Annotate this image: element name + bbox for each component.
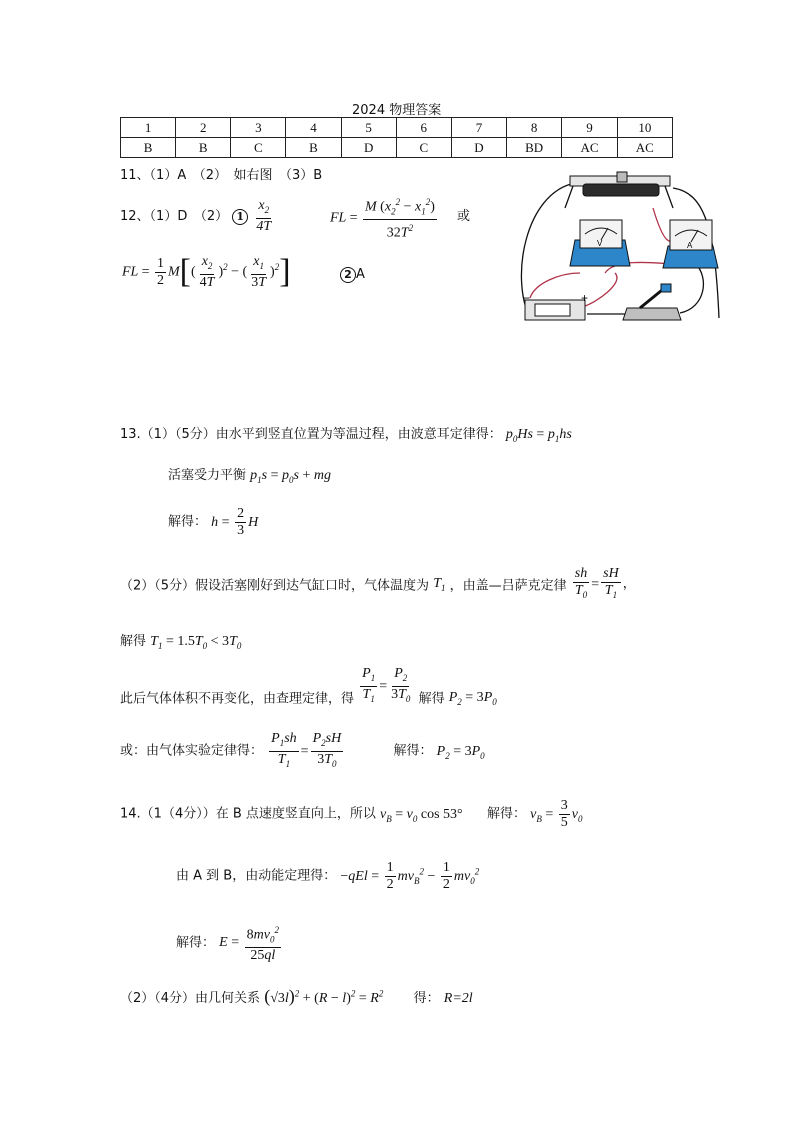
circled-number-2: 2 bbox=[340, 267, 356, 283]
q13-text-7a: 或：由气体实验定律得： bbox=[120, 743, 264, 759]
q14-text-4a: （2）（4分）由几何关系 bbox=[120, 991, 261, 1006]
q13-line6 bbox=[120, 666, 497, 707]
table-cell: 9 bbox=[562, 118, 617, 138]
formula-fraction: $\frac{1}{2}$ bbox=[157, 255, 164, 288]
formula-fraction: $\frac{1}{2}$ bbox=[386, 860, 394, 892]
q13-text-4b: ，由盖—吕萨克定律 bbox=[449, 578, 567, 594]
table-cell: D bbox=[341, 138, 396, 158]
q13-line3 bbox=[168, 506, 258, 539]
formula-fraction: $\frac{8mv_0^2}{25ql}$ bbox=[245, 922, 281, 964]
formula-fraction: $\frac{x_1}{3T}$ bbox=[251, 254, 267, 290]
table-cell: 10 bbox=[617, 118, 672, 138]
table-cell: 6 bbox=[396, 118, 451, 138]
table-cell: AC bbox=[562, 138, 617, 158]
q13-line5 bbox=[120, 630, 241, 651]
table-cell: 5 bbox=[341, 118, 396, 138]
battery bbox=[523, 291, 588, 320]
table-cell: B bbox=[176, 138, 231, 158]
formula: $p_1s = p_0s$ + mg bbox=[250, 468, 331, 485]
circuit-diagram-figure bbox=[505, 168, 721, 328]
formula: $v_B$ = $\frac{3}{5}$ $v_0$ bbox=[530, 798, 583, 830]
q12-formula-fl-alt: FL = $\frac{1}{2}$ M[( $\frac{x_2}{4T}$ )$^2$ − ( $\frac{x_1}{3T}$ )$^2$] bbox=[122, 253, 291, 291]
q13-text-4a: （2）（5分）假设活塞刚好到达气缸口时，气体温度为 bbox=[120, 578, 430, 594]
table-cell: B bbox=[121, 138, 176, 158]
q12-answer-a: A bbox=[356, 267, 365, 282]
formula: $P_2 = 3P_0$ bbox=[436, 743, 485, 761]
q14-line2 bbox=[176, 860, 479, 893]
q12-part2 bbox=[340, 267, 365, 283]
table-cell: B bbox=[286, 138, 341, 158]
formula-fraction: $\frac{P_1}{T_1}$ bbox=[362, 666, 376, 704]
q11-answer: 11、（1）A （2） 如右图 （3）B bbox=[120, 168, 323, 183]
voltmeter-label: V bbox=[597, 239, 603, 248]
table-cell: 2 bbox=[176, 118, 231, 138]
q14-text-1b: 解得： bbox=[486, 806, 526, 822]
q13-text-6b: 解得 bbox=[418, 691, 445, 707]
formula: $T_1 = 1.5T_0 < 3T_0$ bbox=[150, 634, 242, 651]
formula-fraction: $\frac{sh}{T_0}$ bbox=[574, 566, 588, 600]
table-cell: 3 bbox=[231, 118, 286, 138]
wire bbox=[585, 273, 617, 306]
wire bbox=[530, 273, 580, 298]
answer-table bbox=[120, 117, 673, 158]
formula: $T_1$ bbox=[433, 575, 446, 593]
q12-formula-fl: FL = $\frac{M (x_2^2 - x_1^2)}{32T^2}$ bbox=[330, 194, 439, 242]
table-cell: 7 bbox=[451, 118, 506, 138]
voltmeter bbox=[570, 220, 630, 266]
q14-line3 bbox=[176, 922, 283, 964]
ammeter-label: A bbox=[687, 241, 693, 250]
table-cell: AC bbox=[617, 138, 672, 158]
formula: E = $\frac{8mv_0^2}{25ql}$ bbox=[219, 935, 283, 950]
q12-or: 或 bbox=[457, 209, 471, 224]
q14-text-1a: 14.（1（4分））在 B 点速度竖直向上，所以 bbox=[120, 806, 376, 822]
battery-minus-label: − bbox=[523, 291, 531, 305]
formula-fraction: $\frac{P_2sH}{3T_0}$ bbox=[312, 731, 342, 769]
q14-text-4b: 得： bbox=[413, 991, 440, 1006]
q13-text-2: 活塞受力平衡 bbox=[168, 468, 247, 483]
q13-text-1: 13.（1）（5分）由水平到竖直位置为等温过程，由波意耳定律得： bbox=[120, 427, 502, 442]
formula-fraction: $\frac{x_2}{4T}$ bbox=[256, 198, 272, 234]
formula: $(√3l)^2 + (R - l)^2 = R^2$ bbox=[264, 986, 384, 1006]
formula-fraction: $\frac{1}{2}$ bbox=[442, 860, 450, 892]
table-cell: C bbox=[231, 138, 286, 158]
formula: h = $\frac{2}{3}$ H bbox=[211, 506, 259, 538]
table-row-numbers bbox=[121, 118, 673, 138]
table-cell: 8 bbox=[507, 118, 562, 138]
formula: $\frac{P_1sh}{T_1}$ = $\frac{P_2sH}{3T_0}$ bbox=[267, 744, 345, 759]
circled-number-1: 1 bbox=[232, 209, 248, 225]
formula-fraction: $\frac{sH}{T_1}$ bbox=[603, 566, 619, 600]
q14-result: R=2l bbox=[443, 991, 473, 1006]
page-title: 2024 物理答案 bbox=[352, 103, 442, 118]
ammeter bbox=[663, 220, 718, 268]
q14-line1 bbox=[120, 798, 582, 831]
formula-fraction: $\frac{P_1sh}{T_1}$ bbox=[271, 731, 297, 769]
table-cell: BD bbox=[507, 138, 562, 158]
formula: $\frac{sh}{T_0}$ = $\frac{sH}{T_1}$ bbox=[571, 577, 623, 592]
formula: $p_0Hs = p_1hs$ bbox=[505, 427, 572, 444]
formula: $\frac{P_1}{T_1}$ = $\frac{P_2}{3T_0}$ bbox=[358, 679, 414, 694]
q13-text-3: 解得： bbox=[168, 514, 208, 530]
q14-line4 bbox=[120, 986, 473, 1007]
formula: $v_B = v_0$ cos 53° bbox=[380, 806, 463, 824]
q12-line1 bbox=[120, 198, 275, 235]
table-cell: D bbox=[451, 138, 506, 158]
battery-plus-label: + bbox=[581, 291, 589, 305]
table-row-answers bbox=[121, 138, 673, 158]
switch bbox=[623, 284, 681, 320]
wire bbox=[680, 263, 703, 313]
q13-text-6a: 此后气体体积不再变化，由查理定律，得 bbox=[120, 691, 355, 707]
formula-fraction: $\frac{x_2}{4T}$ bbox=[199, 254, 215, 290]
q13-text-5: 解得 bbox=[120, 634, 147, 649]
formula: −qEl = $\frac{1}{2}$ $mv_B^2$ − $\frac{1}{2}$ $mv_0^2$ bbox=[340, 860, 480, 892]
q12-prefix: 12、（1）D （2） bbox=[120, 208, 229, 224]
formula-fraction: $\frac{3}{5}$ bbox=[560, 798, 568, 830]
formula-fraction: $\frac{2}{3}$ bbox=[237, 506, 245, 538]
q13-line4: （2）（5分）假设活塞刚好到达气缸口时，气体温度为 $T_1$ ，由盖—吕萨克定律 $\frac{sh}{T_0}$ = $\frac{sH}{T_1}$ ， bbox=[120, 566, 636, 603]
q13-line7 bbox=[120, 731, 485, 772]
q14-text-3: 解得： bbox=[176, 935, 216, 951]
formula: $P_2 = 3P_0$ bbox=[448, 689, 497, 707]
table-cell: 1 bbox=[121, 118, 176, 138]
table-cell: 4 bbox=[286, 118, 341, 138]
formula-fraction: $\frac{M (x_2^2 - x_1^2)}{32T^2}$ bbox=[363, 194, 437, 242]
q13-text-7b: 解得： bbox=[393, 743, 433, 759]
table-cell: C bbox=[396, 138, 451, 158]
q13-line2 bbox=[168, 464, 331, 485]
q13-line1 bbox=[120, 423, 572, 444]
rheostat bbox=[565, 172, 673, 208]
formula-fraction: $\frac{P_2}{3T_0}$ bbox=[391, 666, 411, 704]
q14-text-2: 由 A 到 B，由动能定理得： bbox=[176, 868, 337, 884]
